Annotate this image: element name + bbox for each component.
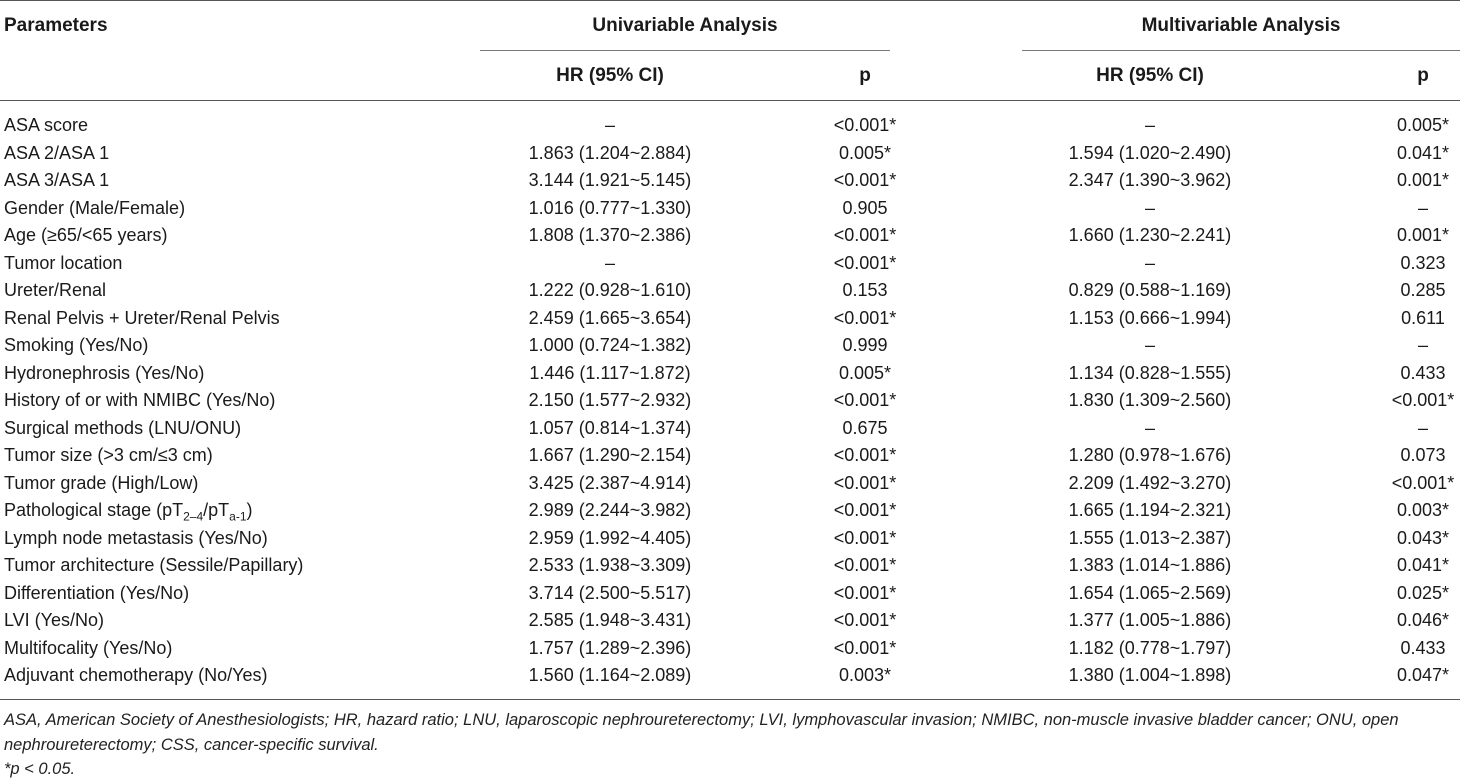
univariable-hr-cell: 3.144 (1.921~5.145) <box>528 170 692 190</box>
univariable-hr-cell: – <box>604 252 615 273</box>
univariable-hr-cell: 3.714 (2.500~5.517) <box>528 582 692 603</box>
univariable-hr-cell: 1.863 (1.204~2.884) <box>528 142 692 163</box>
row-parameter: Tumor grade (High/Low) <box>4 472 199 493</box>
param-text: /pT <box>203 500 230 520</box>
univariable-hr-cell: 1.000 (0.724~1.382) <box>528 335 692 355</box>
header-parameters: Parameters <box>4 15 108 36</box>
multivariable-hr-cell: 1.280 (0.978~1.676) <box>1068 445 1232 465</box>
univariable-hr-cell: 1.667 (1.290~2.154) <box>528 445 692 465</box>
table-row <box>0 195 1460 223</box>
header-multivariable: Multivariable Analysis <box>1141 15 1341 36</box>
multivariable-hr-cell: 1.182 (0.778~1.797) <box>1068 637 1232 658</box>
univariable-p-cell: 0.999 <box>842 335 888 355</box>
table-row <box>0 305 1460 333</box>
table-row <box>0 167 1460 195</box>
univariable-hr-cell: 2.459 (1.665~3.654) <box>528 307 692 328</box>
table-row <box>0 277 1460 305</box>
multivariable-hr-cell: – <box>1144 335 1155 355</box>
row-parameter: LVI (Yes/No) <box>4 610 105 630</box>
param-text: Pathological stage (pT <box>4 500 184 520</box>
univariable-hr-cell: 2.959 (1.992~4.405) <box>528 527 692 548</box>
multivariable-hr-cell: 1.134 (0.828~1.555) <box>1068 362 1232 383</box>
table-row <box>0 415 1460 443</box>
multivariable-hr-cell: 1.654 (1.065~2.569) <box>1068 582 1232 603</box>
multivariable-hr-cell: 1.153 (0.666~1.994) <box>1068 307 1232 328</box>
univariable-hr-cell: 3.425 (2.387~4.914) <box>528 472 692 493</box>
univariable-p-cell: <0.001* <box>833 170 897 190</box>
multivariable-p-cell: 0.041* <box>1396 555 1450 575</box>
multivariable-hr-cell: 1.555 (1.013~2.387) <box>1068 527 1232 548</box>
row-parameter: Multifocality (Yes/No) <box>4 637 173 658</box>
row-parameter <box>4 497 253 524</box>
multivariable-hr-cell: 1.660 (1.230~2.241) <box>1068 225 1232 245</box>
univariable-p-cell: <0.001* <box>833 225 897 245</box>
multivariable-p-cell: 0.005* <box>1396 115 1450 135</box>
table-row <box>0 387 1460 415</box>
top-rule <box>0 0 1460 1</box>
row-parameter: Tumor size (>3 cm/≤3 cm) <box>4 445 213 465</box>
header-univariable-hr: HR (95% CI) <box>556 65 664 86</box>
multivariable-p-cell: 0.003* <box>1396 500 1450 520</box>
multivariable-group-rule <box>1022 50 1460 51</box>
row-parameter: Ureter/Renal <box>4 280 107 300</box>
multivariable-hr-cell: – <box>1144 417 1155 438</box>
multivariable-hr-cell: – <box>1144 252 1155 273</box>
multivariable-p-cell: 0.001* <box>1396 225 1450 245</box>
univariable-p-cell: <0.001* <box>833 582 897 603</box>
multivariable-p-cell: 0.043* <box>1396 527 1450 548</box>
multivariable-hr-cell: 1.380 (1.004~1.898) <box>1068 665 1232 685</box>
univariable-p-cell: <0.001* <box>833 472 897 493</box>
univariable-p-cell: 0.005* <box>838 362 892 383</box>
table-row <box>0 112 1460 140</box>
row-parameter: Lymph node metastasis (Yes/No) <box>4 527 268 548</box>
multivariable-hr-cell: 1.830 (1.309~2.560) <box>1068 390 1232 410</box>
multivariable-p-cell: 0.041* <box>1396 142 1450 163</box>
univariable-p-cell: <0.001* <box>833 527 897 548</box>
univariable-hr-cell: 1.560 (1.164~2.089) <box>528 665 692 685</box>
univariable-p-cell: <0.001* <box>833 445 897 465</box>
row-parameter: Surgical methods (LNU/ONU) <box>4 417 242 438</box>
row-parameter: Adjuvant chemotherapy (No/Yes) <box>4 665 268 685</box>
row-parameter: Tumor location <box>4 252 123 273</box>
multivariable-p-cell: 0.433 <box>1400 637 1446 658</box>
multivariable-p-cell: 0.047* <box>1396 665 1450 685</box>
table-row <box>0 580 1460 608</box>
row-parameter: Smoking (Yes/No) <box>4 335 149 355</box>
table-row <box>0 250 1460 278</box>
table-row <box>0 607 1460 635</box>
univariable-hr-cell: 2.150 (1.577~2.932) <box>528 390 692 410</box>
header-multivariable-p: p <box>1417 65 1429 86</box>
table-row <box>0 662 1460 690</box>
row-parameter: Renal Pelvis + Ureter/Renal Pelvis <box>4 307 280 328</box>
multivariable-hr-cell: 0.829 (0.588~1.169) <box>1068 280 1232 300</box>
multivariable-p-cell: 0.323 <box>1400 252 1446 273</box>
univariable-p-cell: 0.005* <box>838 142 892 163</box>
header-univariable-p: p <box>859 65 871 86</box>
row-parameter: ASA score <box>4 115 89 135</box>
footnote-abbreviations: ASA, American Society of Anesthesiologists; HR, hazard ratio; LNU, laparoscopic nephroureterectomy; LVI, lymphovascular invasion; NMIBC, non-muscle invasive bladder cancer; ONU, open nephroureterectomy; CSS, cancer-specific survival. <box>4 711 1399 754</box>
multivariable-hr-cell: – <box>1144 115 1155 135</box>
univariable-hr-cell: 2.989 (2.244~3.982) <box>528 500 692 520</box>
multivariable-p-cell: <0.001* <box>1391 472 1455 493</box>
header-rule <box>0 100 1460 101</box>
multivariable-p-cell: 0.285 <box>1400 280 1446 300</box>
multivariable-p-cell: 0.001* <box>1396 170 1450 190</box>
univariable-p-cell: <0.001* <box>833 115 897 135</box>
multivariable-p-cell: – <box>1417 417 1428 438</box>
row-parameter: History of or with NMIBC (Yes/No) <box>4 390 276 410</box>
header-univariable: Univariable Analysis <box>592 15 778 36</box>
multivariable-p-cell: – <box>1417 335 1428 355</box>
row-parameter: ASA 3/ASA 1 <box>4 170 110 190</box>
param-text: ) <box>246 500 253 520</box>
row-parameter: Gender (Male/Female) <box>4 197 186 218</box>
table-row <box>0 470 1460 498</box>
table-row <box>0 525 1460 553</box>
multivariable-p-cell: 0.046* <box>1396 610 1450 630</box>
multivariable-p-cell: 0.025* <box>1396 582 1450 603</box>
row-parameter: Hydronephrosis (Yes/No) <box>4 362 205 383</box>
multivariable-p-cell: 0.433 <box>1400 362 1446 383</box>
univariable-p-cell: 0.153 <box>842 280 888 300</box>
param-subscript: a-1 <box>229 509 247 524</box>
table-row <box>0 360 1460 388</box>
univariable-p-cell: 0.905 <box>842 197 888 218</box>
univariable-p-cell: <0.001* <box>833 610 897 630</box>
univariable-p-cell: <0.001* <box>833 500 897 520</box>
table-row <box>0 222 1460 250</box>
univariable-p-cell: <0.001* <box>833 555 897 575</box>
multivariable-hr-cell: 2.209 (1.492~3.270) <box>1068 472 1232 493</box>
multivariable-hr-cell: 2.347 (1.390~3.962) <box>1068 170 1232 190</box>
table-row <box>0 497 1460 525</box>
table-row <box>0 635 1460 663</box>
multivariable-p-cell: – <box>1417 197 1428 218</box>
univariable-hr-cell: 1.016 (0.777~1.330) <box>528 197 692 218</box>
univariable-p-cell: 0.675 <box>842 417 888 438</box>
multivariable-p-cell: 0.611 <box>1401 307 1445 328</box>
header-multivariable-hr: HR (95% CI) <box>1096 65 1204 86</box>
bottom-rule <box>0 699 1460 700</box>
row-parameter: Age (≥65/<65 years) <box>4 225 168 245</box>
univariable-hr-cell: 1.222 (0.928~1.610) <box>528 280 692 300</box>
univariable-hr-cell: 2.533 (1.938~3.309) <box>528 555 692 575</box>
table-row <box>0 332 1460 360</box>
univariable-hr-cell: 1.757 (1.289~2.396) <box>528 637 692 658</box>
multivariable-hr-cell: 1.383 (1.014~1.886) <box>1068 555 1232 575</box>
multivariable-hr-cell: 1.377 (1.005~1.886) <box>1068 610 1232 630</box>
multivariable-hr-cell: 1.665 (1.194~2.321) <box>1068 500 1232 520</box>
footnote-significance: *p < 0.05. <box>4 760 76 778</box>
univariable-p-cell: <0.001* <box>833 307 897 328</box>
multivariable-hr-cell: 1.594 (1.020~2.490) <box>1068 142 1232 163</box>
univariable-p-cell: <0.001* <box>833 390 897 410</box>
univariable-group-rule <box>480 50 890 51</box>
univariable-hr-cell: 2.585 (1.948~3.431) <box>528 610 692 630</box>
param-subscript: 2–4 <box>183 509 204 524</box>
table-row <box>0 552 1460 580</box>
multivariable-hr-cell: – <box>1144 197 1155 218</box>
univariable-p-cell: 0.003* <box>838 665 892 685</box>
univariable-p-cell: <0.001* <box>833 637 897 658</box>
row-parameter: Tumor architecture (Sessile/Papillary) <box>4 555 304 575</box>
univariable-p-cell: <0.001* <box>833 252 897 273</box>
table-row <box>0 442 1460 470</box>
univariable-hr-cell: – <box>604 115 615 135</box>
multivariable-p-cell: 0.073 <box>1400 445 1446 465</box>
row-parameter: Differentiation (Yes/No) <box>4 582 190 603</box>
univariable-hr-cell: 1.446 (1.117~1.872) <box>529 362 691 383</box>
univariable-hr-cell: 1.057 (0.814~1.374) <box>528 417 692 438</box>
row-parameter: ASA 2/ASA 1 <box>4 142 110 163</box>
univariable-hr-cell: 1.808 (1.370~2.386) <box>528 225 692 245</box>
multivariable-p-cell: <0.001* <box>1391 390 1455 410</box>
table-row <box>0 140 1460 168</box>
